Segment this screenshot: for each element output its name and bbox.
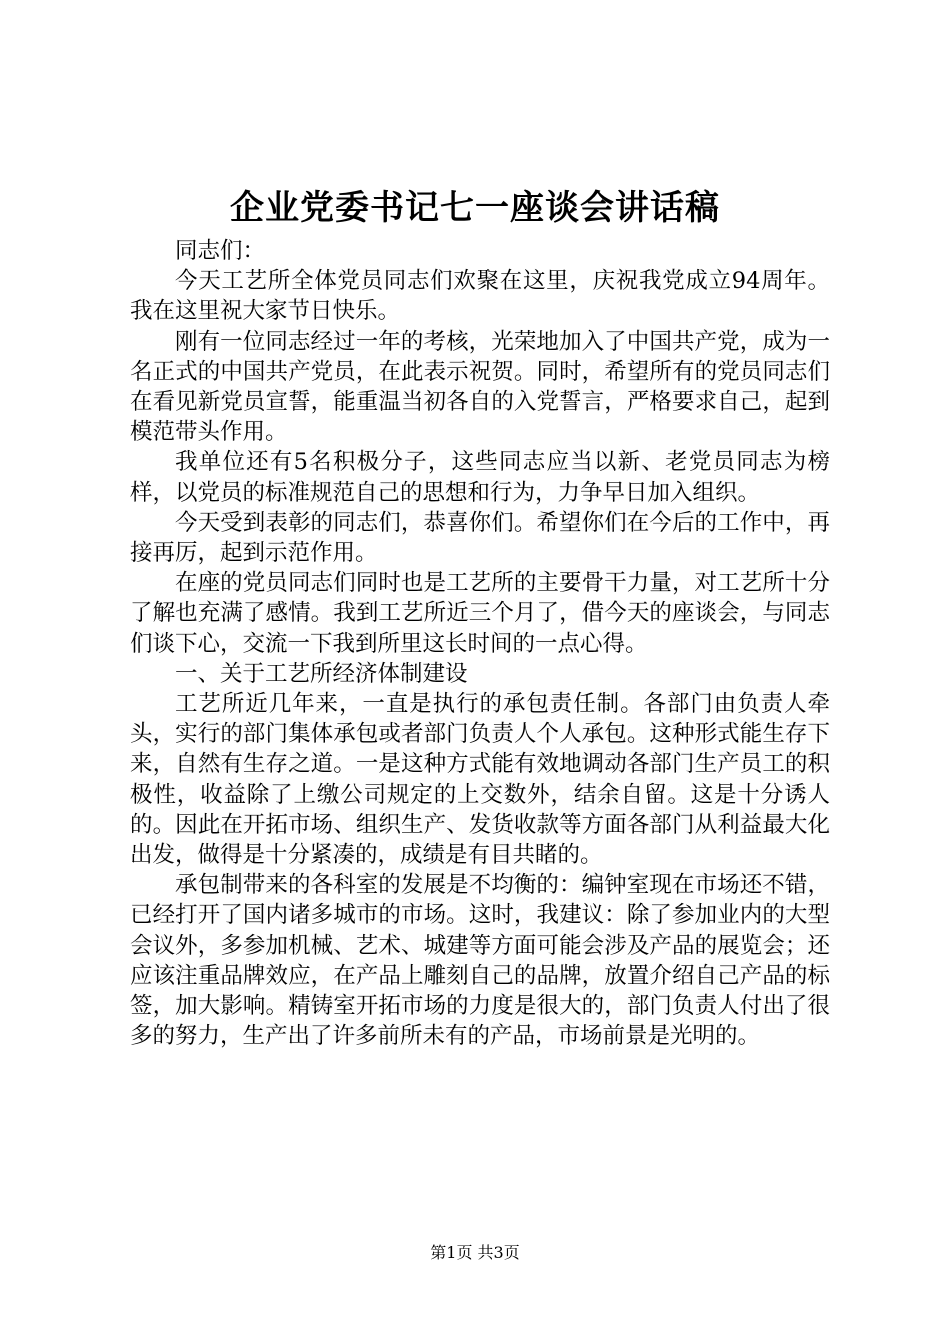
body-paragraph: 今天受到表彰的同志们，恭喜你们。希望你们在今后的工作中，再接再厉，起到示范作用。 [130,509,830,567]
section-heading: 一、关于工艺所经济体制建设 [175,660,468,687]
body-paragraph: 刚有一位同志经过一年的考核，光荣地加入了中国共产党，成为一名正式的中国共产党员，在此表示祝贺。同时，希望所有的党员同志们在看见新党员宣誓，能重温当初各自的入党誓言，严格要求自己，起到模范带头作用。 [130,328,830,446]
body-paragraph: 我单位还有5名积极分子，这些同志应当以新、老党员同志为榜样，以党员的标准规范自己的思想和行为，力争早日加入组织。 [130,449,830,506]
document-title: 企业党委书记七一座谈会讲话稿 [230,188,720,228]
body-paragraph: 在座的党员同志们同时也是工艺所的主要骨干力量，对工艺所十分了解也充满了感情。我到工艺所近三个月了，借今天的座谈会，与同志们谈下心，交流一下我到所里这长时间的一点心得。 [130,570,830,657]
body-paragraph: 工艺所近几年来，一直是执行的承包责任制。各部门由负责人牵头，实行的部门集体承包或者部门负责人个人承包。这种形式能生存下来，自然有生存之道。一是这种方式能有效地调动各部门生产员工的积极性，收益除了上缴公司规定的上交数外，结余自留。这是十分诱人的。因此在开拓市场、组织生产、发货收款等方面各部门从利益最大化出发，做得是十分紧凑的，成绩是有目共睹的。 [130,691,830,869]
body-paragraph: 今天工艺所全体党员同志们欢聚在这里，庆祝我党成立94周年。我在这里祝大家节日快乐。 [130,268,830,325]
salutation-paragraph: 同志们： [175,238,266,264]
page-footer: 第1页 共3页 [430,1243,520,1262]
body-paragraph: 承包制带来的各科室的发展是不均衡的：编钟室现在市场还不错，已经打开了国内诸多城市的市场。这时，我建议：除了参加业内的大型会议外，多参加机械、艺术、城建等方面可能会涉及产品的展览会；还应该注重品牌效应，在产品上雕刻自己的品牌，放置介绍自己产品的标签，加大影响。精铸室开拓市场的力度是很大的，部门负责人付出了很多的努力，生产出了许多前所未有的产品，市场前景是光明的。 [130,872,830,1050]
document-body [130,236,830,1051]
